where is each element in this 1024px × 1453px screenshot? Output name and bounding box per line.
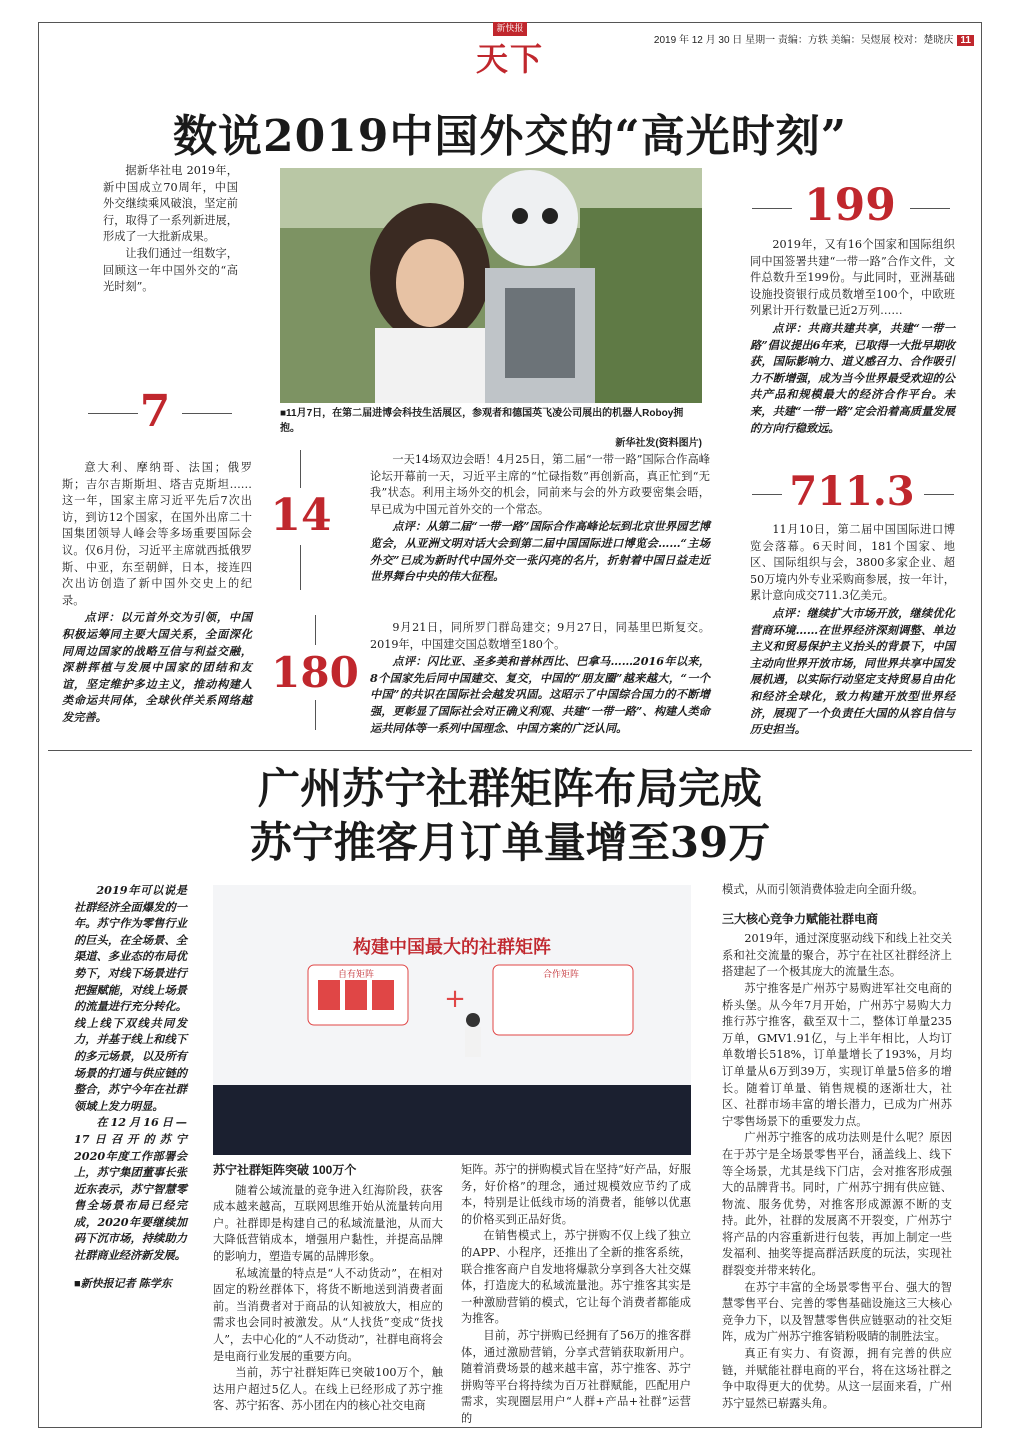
- article2-col-c: [722, 882, 952, 1412]
- colB-p3: 目前，苏宁拼购已经拥有了56万的推客群体，通过激励营销，分享式营销获取新用户。随着消费场景的越来越丰富，苏宁推客、苏宁拼购等平台将持续为百万社群赋能，匹配用户需求，实现圈层用户“人群+产品+社群”运营的: [461, 1328, 691, 1425]
- colC-p3: 广州苏宁推客的成功法则是什么呢？原因在于苏宁是全场景零售平台，涵盖线上、线下等全场景，尤其是线下门店，会对推客形成强大的品牌背书。同时，广州苏宁拥有供应链、物流、服务优势，对推客形成源源不断的支持。此外，社群的发展离不开裂变，广州苏宁将产品的内容重新进行包装，再加上制定一些发福利、抽奖等提高群活跃度的玩法，实现社群裂变并带来转化。: [722, 1131, 952, 1278]
- page-number: 11: [957, 35, 974, 46]
- lead-p1: 据新华社电 2019年，新中国成立70周年，中国外交继续乘风破浪，坚定前行，取得了一系列新进展，形成了一大批新成果。: [103, 164, 238, 244]
- num-rule: [315, 615, 316, 645]
- comment-180: 点评：闪比亚、圣多美和普林西比、巴拿马……2016年以来，8个国家先后同中国建交、复交，中国的“朋友圈”越来越大，“一个中国”的共识在国际社会越发巩固。这昭示了中国综合国力的不断增强，更彰显了国际社会对正确义利观、共建“一带一路”、构建人类命运共同体等一系列中国理念、中国方案的广泛认同。: [370, 654, 710, 735]
- svg-text:+: +: [444, 984, 466, 1014]
- photo-credit: 新华社发(资料图片): [615, 438, 702, 449]
- text-199: 2019年，又有16个国家和国际组织同中国签署共建“一带一路”合作文件，文件总数升至199份。与此同时，亚洲基础设施投资银行成员数增至100个，中欧班列累计开行数量已近2万列……: [750, 238, 955, 318]
- colC-p2: 苏宁推客是广州苏宁易购进军社交电商的桥头堡。从今年7月开始，广州苏宁易购大力推行苏宁推客，截至双十二，整体订单量235万单，GMV1.91亿，与上半年相比，人均订单数增长518%，订单量增长了193%，月均订单量从6万到39万，实现订单量5倍多的增长。随着订单量、销售规模的逐渐壮大，社区、社群市场丰富的增长潜力，已成为广州苏宁零售场景下的重要发力点。: [722, 981, 952, 1128]
- colA-p2: 私域流量的特点是“人不动货动”，在相对固定的粉丝群体下，将货不断地送到消费者面前。当消费者对于商品的认知被放大，相应的需求也会同时被激发。从“人找货”变成“货找人”，去中心化的“人不动货动”，社群电商将会是电商行业发展的重要方向。: [213, 1266, 443, 1363]
- num-rule: [300, 450, 301, 488]
- dateline: [654, 31, 974, 46]
- robot-photo-illustration: [280, 168, 702, 403]
- article2-headline: [60, 762, 960, 870]
- colA-p1: 随着公域流量的竞争进入红海阶段，获客成本越来越高，互联网思维开始从流量转向用户。社群即是构建自己的私域流量池，从而大大降低营销成本，增强用户黏性，并提高品牌的影响力，塑造专属的品牌形象。: [213, 1183, 443, 1263]
- dateline-text: 2019 年 12 月 30 日 星期一 责编：方轶 美编：吴煜展 校对：楚晓庆: [653, 35, 954, 46]
- text-180: 9月21日，同所罗门群岛建交；9月27日，同基里巴斯复交。2019年，中国建交国总数增至180个。: [370, 621, 710, 651]
- event-photo-illustration: [213, 885, 691, 1155]
- number-180: 180: [271, 648, 359, 697]
- comment-7: 点评：以元首外交为引领，中国积极运筹同主要大国关系，全面深化同周边国家的战略互信与利益交融，深耕挥植与发展中国家的团结和友谊，坚定维护多边主义，推动构建人类命运共同体，全球伙伴关系网络越发完善。: [62, 610, 252, 724]
- headline-line2: 苏宁推客月订单量增至39万: [249, 818, 771, 867]
- banner-right-label: 合作矩阵: [543, 970, 580, 980]
- robot-photo: [280, 168, 702, 403]
- number-7: 7: [139, 386, 171, 437]
- colA-p3: 当前，苏宁社群矩阵已突破100万个，触达用户超过5亿人。在线上已经形成了苏宁推客、苏宁拓客、苏小团在内的核心社交电商: [213, 1366, 443, 1413]
- colB-p1: 矩阵。苏宁的拼购模式旨在坚持“好产品，好服务，好价格”的理念，通过规模效应节约了成本，特别是让低线市场的消费者，能够以优惠的价格买到正品好货。: [461, 1163, 691, 1226]
- number-711-3: 711.3: [789, 468, 915, 515]
- subhead-1: 苏宁社群矩阵突破 100万个: [213, 1163, 357, 1177]
- lead-p2: 让我们通过一组数字，回顾这一年中国外交的“高光时刻”。: [103, 246, 238, 294]
- comment-14: 点评：从第二届“一带一路”国际合作高峰论坛到北京世界园艺博览会，从亚洲文明对话大会到第二届中国国际进口博览会……“主场外交”已成为新时代中国外交一张闪亮的名片，折射着中国日益走近世界舞台中央的伟大征程。: [370, 519, 710, 584]
- num-rule: [752, 494, 782, 495]
- comment-199: 点评：共商共建共享，共建“一带一路”倡议提出6年来，已取得一大批早期收获，国际影响力、道义感召力、合作吸引力不断增强，成为当今世界最受欢迎的公共产品和规模最大的经济合作平台。未来，共建“一带一路”定会沿着高质量发展的方向行稳致远。: [750, 320, 955, 435]
- article2-intro: [74, 882, 187, 1292]
- colC-p1: 2019年，通过深度驱动线下和线上社交关系和社交流量的聚合，苏宁在社区社群经济上搭建起了一个极其庞大的流量生态。: [722, 932, 952, 979]
- article1-headline: 数说2019中国外交的“高光时刻”: [172, 111, 848, 162]
- banner-left-label: 自有矩阵: [338, 970, 375, 980]
- text-711-3: 11月10日，第二届中国国际进口博览会落幕。6天时间，181个国家、地区、国际组织与会，3800多家企业、超50万境内外专业采购商参展，按一年计，累计意向成交711.3亿美元。: [750, 523, 955, 603]
- num-rule: [910, 208, 950, 209]
- headline-line1: 广州苏宁社群矩阵布局完成: [257, 764, 762, 813]
- section-14: [370, 452, 710, 585]
- number-14: 14: [270, 490, 332, 541]
- comment-711-3: 点评：继续扩大市场开放，继续优化营商环境……在世界经济深刻调整、单边主义和贸易保护主义抬头的背景下，中国主动向世界开放市场，同世界共享中国发展机遇，以实际行动坚定支持贸易自由化和经济全球化，致力构建开放型世界经济，展现了一个负责任大国的从容自信与历史担当。: [750, 605, 955, 737]
- intro-p2: 在12月16日—17日召开的苏宁2020年度工作部署会上，苏宁集团董事长张近东表示，苏宁智慧零售全场景布局已经完成，2020年要继续加码下沉市场，持续助力社群商业经济新发展。: [74, 1115, 187, 1263]
- intro-p1: 2019年可以说是社群经济全面爆发的一年。苏宁作为零售行业的巨头，在全场景、全渠道、多业态的布局优势下，对线下场景进行把握赋能，对线上场景的流量进行充分转化。线上线下双线共同发力，并基于线上和线下的多元场景，以及所有场景的打通与供应链的整合，苏宁今年在社群领域上发力明显。: [74, 883, 187, 1113]
- newspaper-logo: 新快报: [493, 22, 527, 36]
- num-rule: [924, 494, 954, 495]
- num-rule: [300, 545, 301, 590]
- photo-caption: [280, 406, 702, 451]
- caption-text: ■11月7日，在第二届进博会科技生活展区，参观者和德国英飞凌公司展出的机器人Roboy拥抱。: [280, 408, 684, 434]
- num-rule: [315, 700, 316, 730]
- num-rule: [752, 208, 792, 209]
- article-divider: [48, 750, 972, 751]
- article2-col-b: [461, 1162, 691, 1428]
- article1-lead: [103, 163, 238, 296]
- colC-top: 模式，从而引领消费体验走向全面升级。: [722, 883, 924, 896]
- text-7: 意大利、摩纳哥、法国；俄罗斯；吉尔吉斯斯坦、塔吉克斯坦……这一年，国家主席习近平先后7次出访，到访12个国家，在国外出席二十国集团领导人峰会等多场重要国际会议。仅6月份，习近平主席就西抵俄罗斯、中亚，东至朝鲜，日本，接连四次出访创造了新中国外交史上的纪录。: [62, 461, 252, 607]
- event-photo: [213, 885, 691, 1155]
- section-180: [370, 620, 710, 736]
- article2-col-a: [213, 1162, 443, 1415]
- colB-p2: 在销售模式上，苏宁拼购不仅上线了独立的APP、小程序，还推出了全新的推客系统，联合推客商户自发地将爆款分享到各大社交媒体，打造庞大的私域流量池。苏宁推客其实是一种激励营销的模式，它让每个消费者都能成为推客。: [461, 1229, 691, 1326]
- banner-title: 构建中国最大的社群矩阵: [353, 937, 551, 958]
- colC-p4: 在苏宁丰富的全场景零售平台、强大的智慧零售平台、完善的零售基础设施这三大核心竞争力下，以及智慧零售供应链驱动的社交矩阵，成为广州苏宁推客销粉吸睛的制胜法宝。: [722, 1280, 952, 1344]
- section-711-3: [750, 522, 955, 738]
- section-7: [62, 460, 252, 726]
- num-rule: [182, 413, 232, 414]
- section-title: 天下: [475, 40, 544, 78]
- text-14: 一天14场双边会晤！4月25日，第二届“一带一路”国际合作高峰论坛开幕前一天，习近平主席的“忙碌指数”再创新高，真正忙到“无我”状态。利用主场外交的机会，同前来与会的外方政要密集会晤，早已成为中国元首外交的一个常态。: [370, 453, 710, 516]
- number-199: 199: [804, 180, 896, 231]
- section-199: [750, 237, 955, 436]
- byline: ■新快报记者 陈学东: [74, 1277, 172, 1290]
- subhead-2: 三大核心竞争力赋能社群电商: [722, 911, 879, 926]
- colC-p5: 真正有实力、有资源，拥有完善的供应链，并赋能社群电商的平台，将在这场社群之争中取得更大的优势。从这一层面来看，广州苏宁显然已崭露头角。: [722, 1347, 952, 1410]
